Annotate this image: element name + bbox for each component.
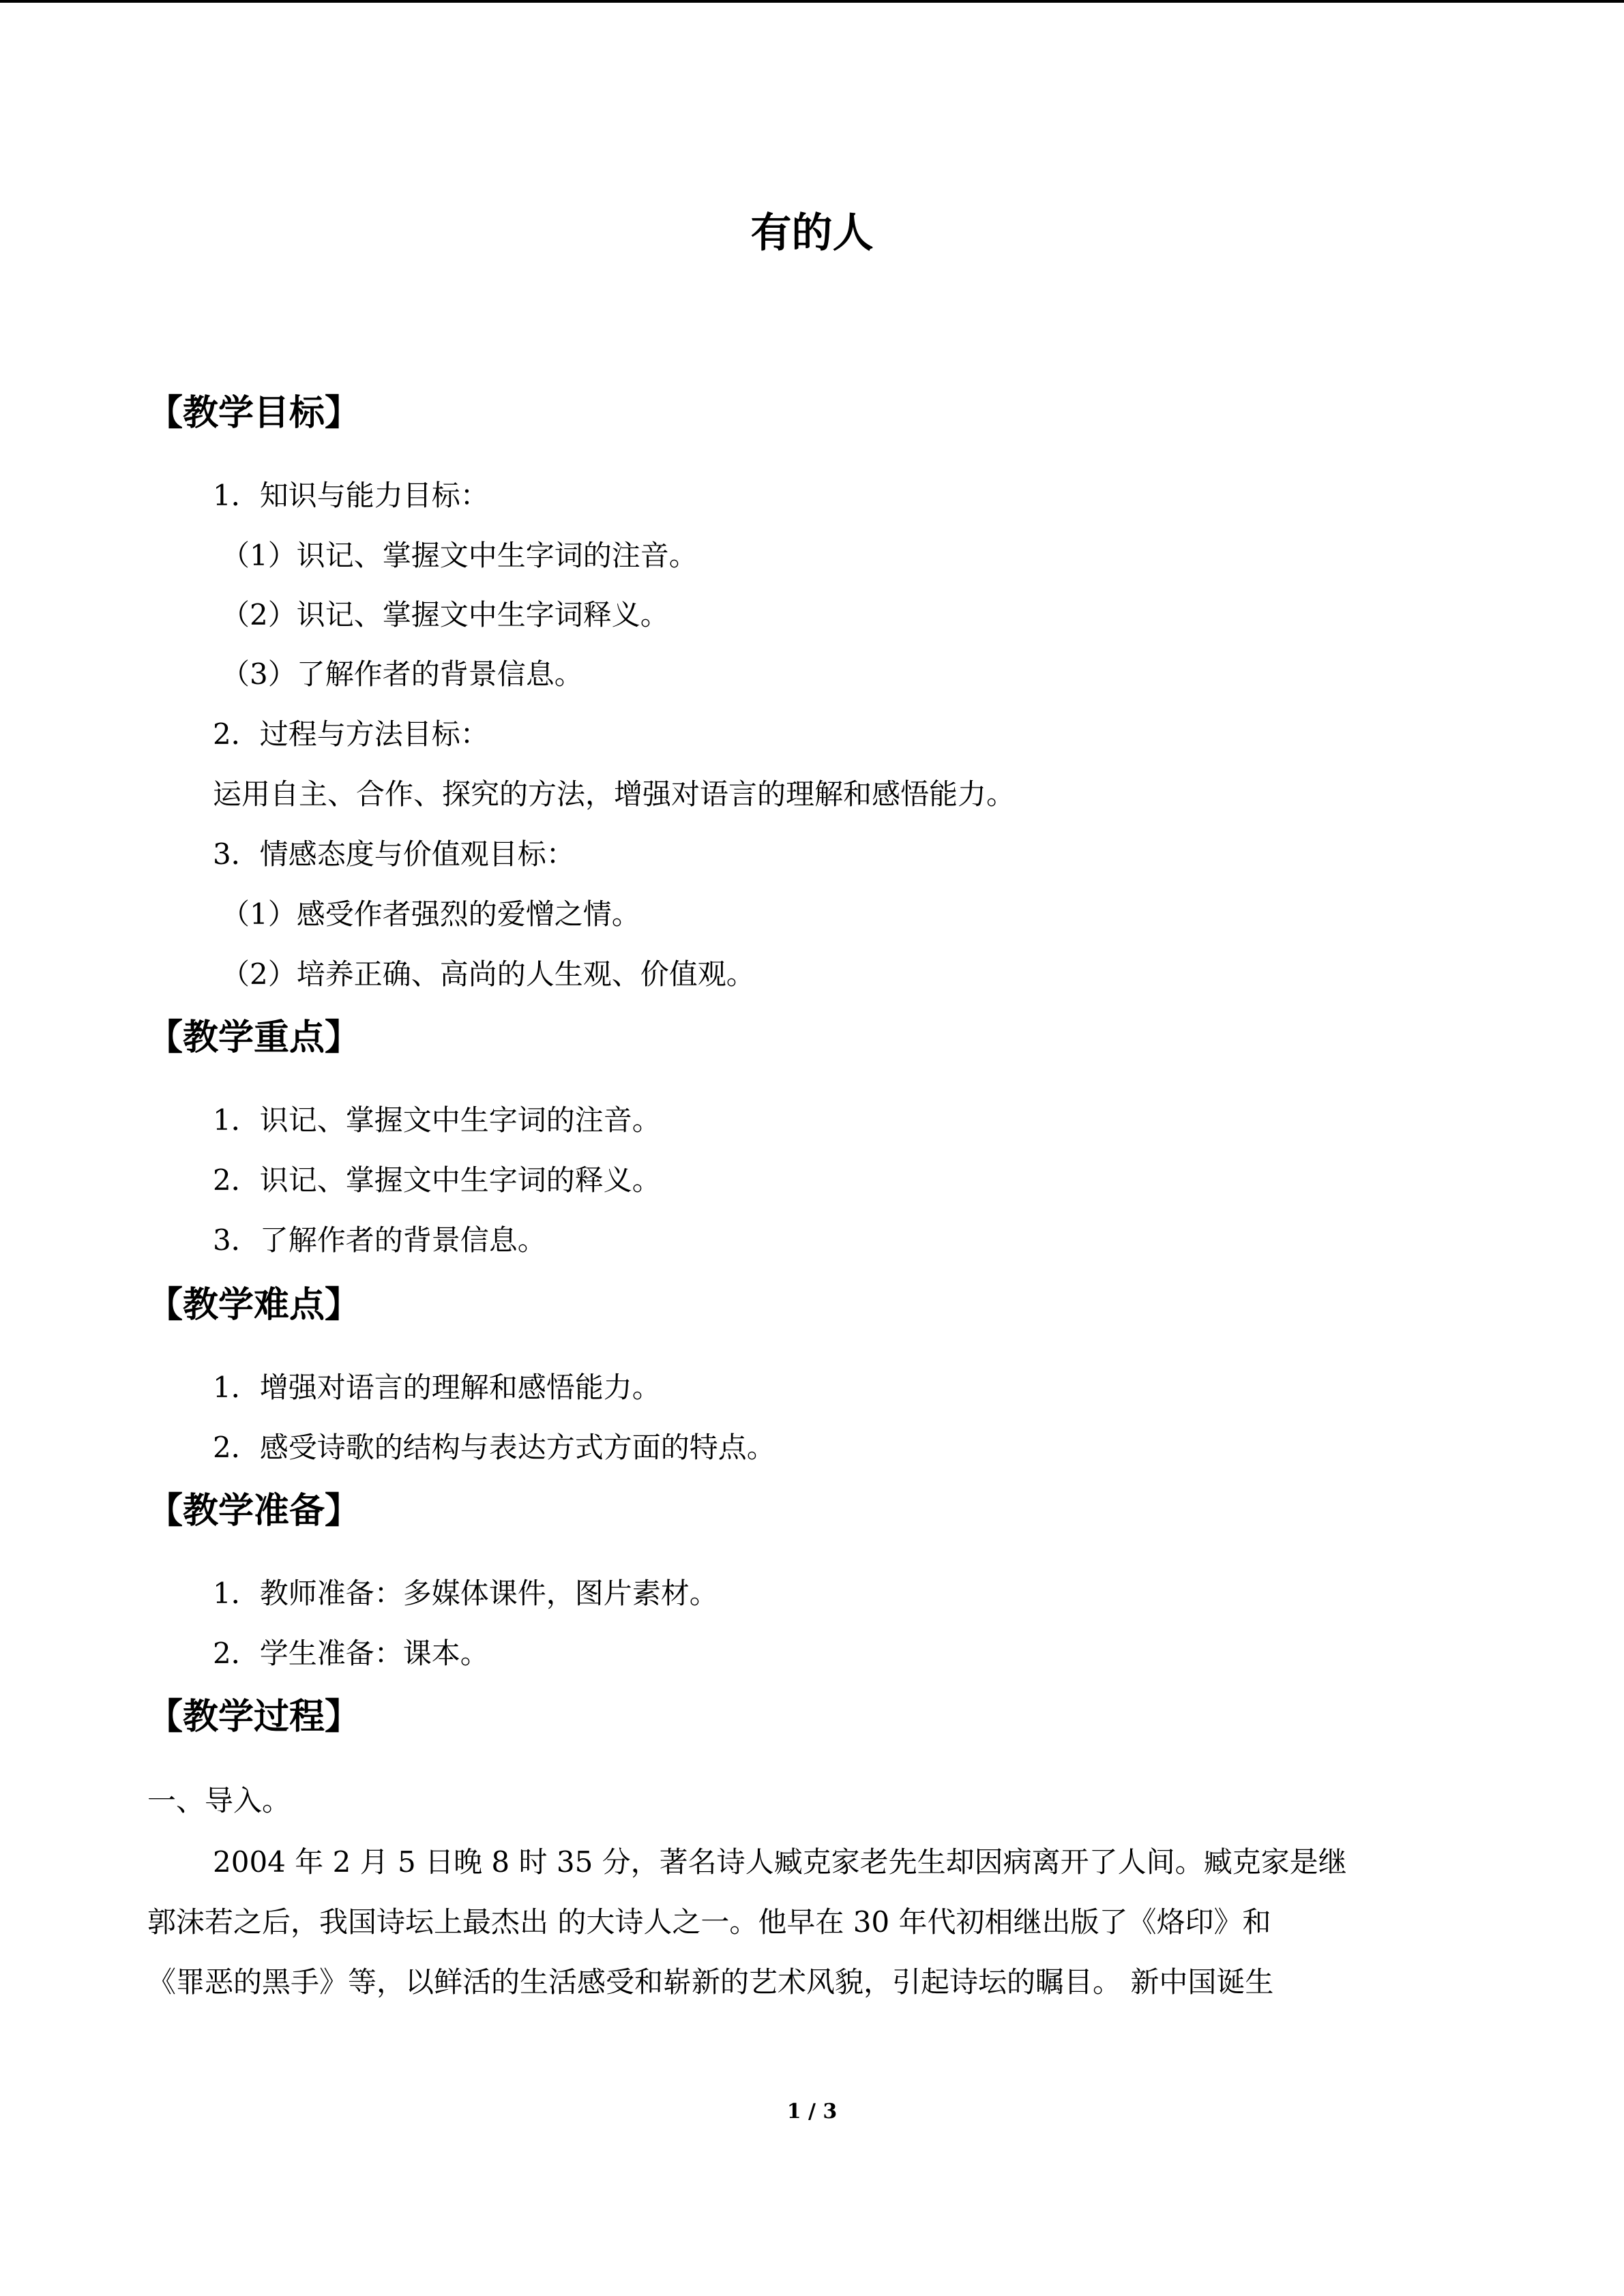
key-points-line-2: 2．识记、掌握文中生字词的释义。	[213, 1163, 661, 1197]
goals-line-5: 2．过程与方法目标：	[213, 717, 489, 751]
key-points-line-3: 3．了解作者的背景信息。	[213, 1223, 546, 1257]
document-title: 有的人	[750, 209, 874, 257]
goals-line-8: （1）感受作者强烈的爱憎之情。	[221, 897, 640, 931]
page-number: 1 / 3	[786, 2100, 838, 2123]
goals-line-3: （2）识记、掌握文中生字词释义。	[221, 598, 669, 631]
preparation-line-1: 1．教师准备：多媒体课件，图片素材。	[213, 1577, 718, 1610]
section-heading-difficulties: 【教学难点】	[147, 1284, 361, 1326]
page-top-border	[0, 0, 1624, 3]
section-heading-goals: 【教学目标】	[147, 392, 361, 434]
section-heading-process: 【教学过程】	[147, 1696, 361, 1738]
process-paragraph-line-3: 《罪恶的黑手》等，以鲜活的生活感受和崭新的艺术风貌，引起诗坛的瞩目。 新中国诞生	[147, 1965, 1274, 1999]
difficulties-line-1: 1．增强对语言的理解和感悟能力。	[213, 1371, 661, 1404]
section-heading-preparation: 【教学准备】	[147, 1490, 361, 1532]
goals-line-7: 3．情感态度与价值观目标：	[213, 837, 575, 871]
process-paragraph-line-1: 2004 年 2 月 5 日晚 8 时 35 分，著名诗人臧克家老先生却因病离开了人间。臧克家是继	[213, 1845, 1347, 1879]
process-step-title: 一、导入。	[147, 1784, 291, 1817]
goals-line-9: （2）培养正确、高尚的人生观、价值观。	[221, 957, 755, 991]
process-paragraph-line-2: 郭沫若之后，我国诗坛上最杰出 的大诗人之一。他早在 30 年代初相继出版了《烙印》和	[147, 1905, 1271, 1939]
section-heading-key-points: 【教学重点】	[147, 1017, 361, 1058]
goals-line-1: 1．知识与能力目标：	[213, 479, 489, 512]
goals-line-6: 运用自主、合作、探究的方法，增强对语言的理解和感悟能力。	[213, 777, 1016, 811]
key-points-line-1: 1．识记、掌握文中生字词的注音。	[213, 1103, 661, 1137]
difficulties-line-2: 2．感受诗歌的结构与表达方式方面的特点。	[213, 1431, 776, 1464]
goals-line-4: （3）了解作者的背景信息。	[221, 657, 583, 691]
goals-line-2: （1）识记、掌握文中生字词的注音。	[221, 539, 698, 572]
preparation-line-2: 2．学生准备：课本。	[213, 1637, 489, 1670]
